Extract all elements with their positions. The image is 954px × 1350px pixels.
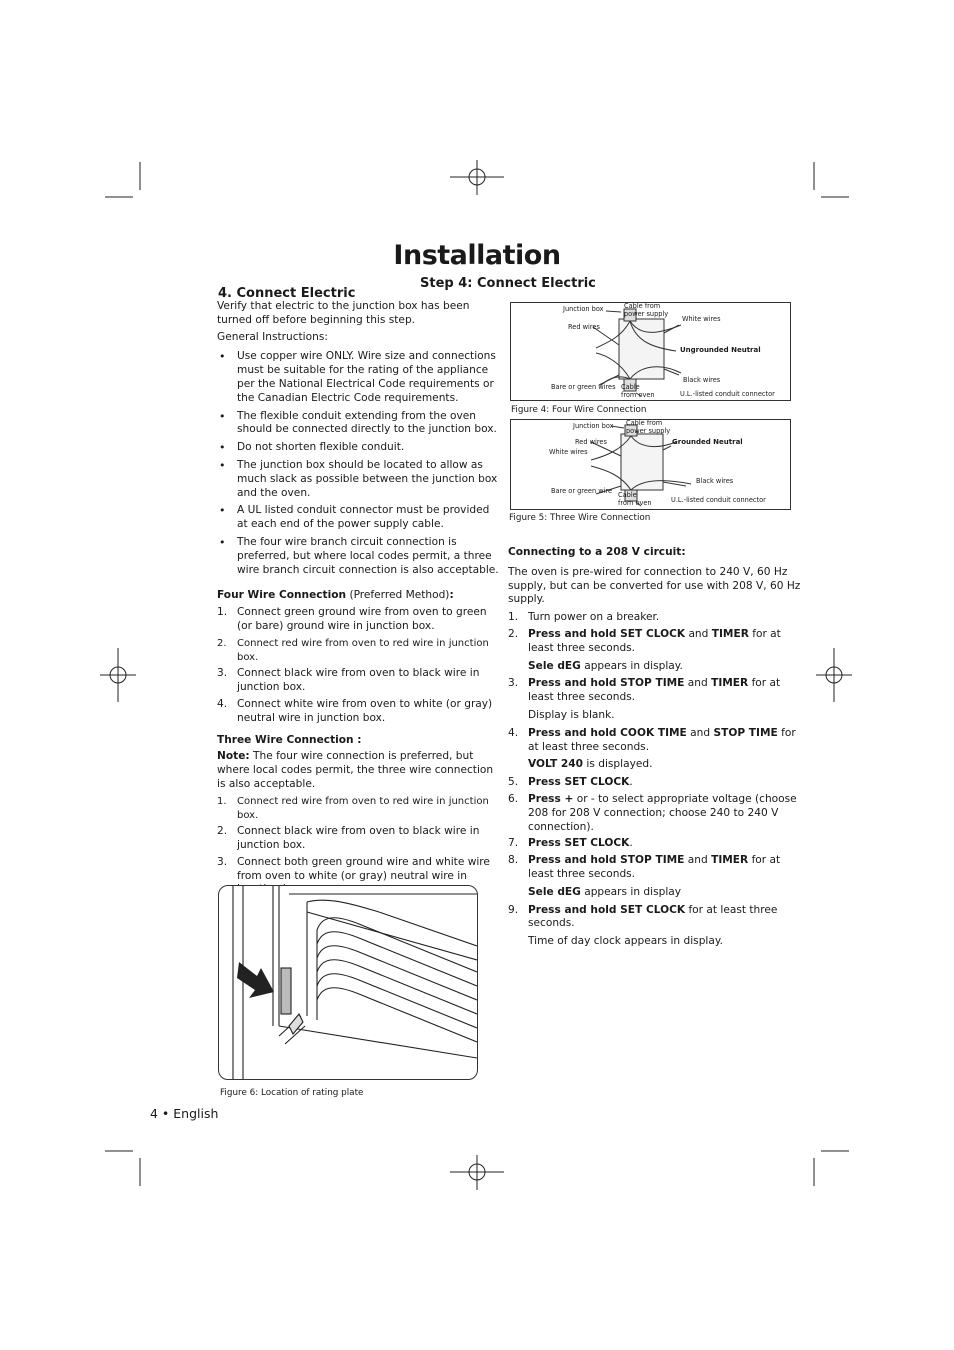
list-item: • Do not shorten flexible conduit.	[219, 441, 405, 455]
step-result: Display is blank.	[528, 708, 615, 721]
list-item: 3. Connect both green ground wire and white wire from oven to white (or gray) neutral wire in	[217, 855, 490, 882]
step-heading: Step 4: Connect Electric	[420, 276, 596, 291]
list-item: 2. Connect black wire from oven to black wire in junction box.	[217, 825, 480, 852]
circuit-steps	[508, 611, 804, 949]
list-item: • The four wire branch circuit connection is preferred, but where local codes permit, a three wire branch circuit connection is also acceptable.	[219, 535, 499, 576]
four-wire-heading: Four Wire Connection (Preferred Method):	[217, 589, 454, 602]
label-grounded-neutral: Grounded Neutral	[672, 438, 743, 446]
right-column	[508, 546, 804, 953]
label-black-wires: Black wires	[683, 376, 721, 384]
intro-text: Verify that electric to the junction box has been turned off before beginning this step.	[217, 300, 470, 326]
figure-three-wire-diagram	[510, 419, 791, 510]
list-item: 9. Press and hold SET CLOCK for at least three seconds.	[508, 903, 778, 930]
label-cable-from-supply: Cable from	[624, 302, 661, 310]
label-cable-oven: Cable	[621, 383, 640, 391]
step-result: Sele dEG appears in display.	[528, 659, 683, 672]
figure-6-caption: Figure 6: Location of rating plate	[220, 1088, 364, 1098]
figure-four-wire-diagram	[510, 302, 791, 401]
label-power-supply: power supply	[626, 427, 671, 435]
label-junction-box: Junction box	[573, 422, 614, 430]
list-item: • A UL listed conduit connector must be provided at each end of the power supply cable.	[219, 504, 490, 531]
four-wire-steps	[217, 606, 499, 725]
label-bare-green-wire: Bare or green wire	[551, 487, 613, 495]
figure-4-caption: Figure 4: Four Wire Connection	[511, 405, 647, 415]
figure-rating-plate	[218, 885, 478, 1080]
label-red-wires: Red wires	[575, 438, 607, 446]
label-cable-from-supply: Cable from	[626, 419, 663, 427]
list-item: • Use copper wire ONLY. Wire size and connections must be suitable for the rating of the appliance per the National Electrical Code requirements or the Canadian Electric Code requirements.	[219, 350, 496, 404]
list-item: 5. Press SET CLOCK.	[508, 776, 633, 789]
label-black-wires: Black wires	[696, 477, 734, 485]
section-heading: 4. Connect Electric	[218, 286, 356, 301]
list-item: 1. Turn power on a breaker.	[508, 611, 660, 624]
label-conduit-connector: U.L.-listed conduit connector	[671, 496, 766, 504]
label-from-oven: from oven	[618, 499, 652, 507]
page-title: Installation	[393, 240, 561, 271]
three-wire-heading: Three Wire Connection :	[217, 733, 362, 746]
list-item: 3. Connect black wire from oven to black wire in junction box.	[217, 667, 480, 694]
list-item: 1. Connect green ground wire from oven to green (or bare) ground wire in junction box.	[217, 606, 487, 632]
step-result: Sele dEG appears in display	[528, 885, 682, 898]
list-item: 4. Connect white wire from oven to white (or gray) neutral wire in junction box.	[217, 697, 493, 724]
label-cable-oven: Cable	[618, 491, 637, 499]
list-item: • The junction box should be located to allow as much slack as possible between the junction box and the oven.	[219, 458, 498, 499]
label-power-supply: power supply	[624, 310, 669, 318]
list-item: 3. Press and hold STOP TIME and TIMER for at least three seconds.	[508, 677, 781, 704]
circuit-heading: Connecting to a 208 V circuit:	[508, 546, 686, 558]
label-white-wires: White wires	[682, 315, 721, 323]
label-conduit-connector: U.L.-listed conduit connector	[680, 390, 775, 398]
three-wire-note: Note: The four wire connection is preferred, but where local codes permit, the three wire connection is also acceptable.	[217, 750, 494, 790]
figure-5-caption: Figure 5: Three Wire Connection	[509, 513, 651, 523]
step-result: Time of day clock appears in display.	[528, 935, 723, 948]
list-item: 6. Press + or - to select appropriate voltage (choose 208 for 208 V connection; choose 240 to 240 V connection).	[508, 792, 797, 833]
three-wire-steps	[217, 795, 499, 898]
label-from-oven: from oven	[621, 391, 655, 399]
label-red-wires: Red wires	[568, 323, 600, 331]
general-instructions-label: General Instructions:	[217, 330, 328, 343]
page-footer: 4 • English	[150, 1106, 219, 1121]
circuit-intro: The oven is pre-wired for connection to 240 V, 60 Hz supply, but can be converted for use with 208 V, 60 Hz supply.	[508, 565, 801, 606]
list-item: 2. Press and hold SET CLOCK and TIMER for at least three seconds.	[508, 627, 781, 654]
oven-interior-icon	[219, 886, 477, 1079]
list-item: • The flexible conduit extending from the oven should be connected directly to the junction box.	[219, 409, 497, 436]
label-ungrounded-neutral: Ungrounded Neutral	[680, 346, 761, 354]
label-junction-box: Junction box	[563, 305, 604, 313]
step-result: VOLT 240 is displayed.	[528, 758, 653, 771]
general-instructions-list	[217, 350, 499, 577]
label-bare-green-wires: Bare or green wires	[551, 383, 616, 391]
list-item: 7. Press SET CLOCK.	[508, 837, 633, 850]
list-item: 1. Connect red wire from oven to red wire in junction box.	[217, 795, 489, 821]
left-column	[217, 300, 499, 900]
list-item: 8. Press and hold STOP TIME and TIMER for at least three seconds.	[508, 854, 781, 880]
list-item: 4. Press and hold COOK TIME and STOP TIME for at least three seconds.	[508, 726, 796, 753]
list-item: 2. Connect red wire from oven to red wire in junction box.	[217, 637, 489, 663]
label-white-wires: White wires	[549, 448, 588, 456]
